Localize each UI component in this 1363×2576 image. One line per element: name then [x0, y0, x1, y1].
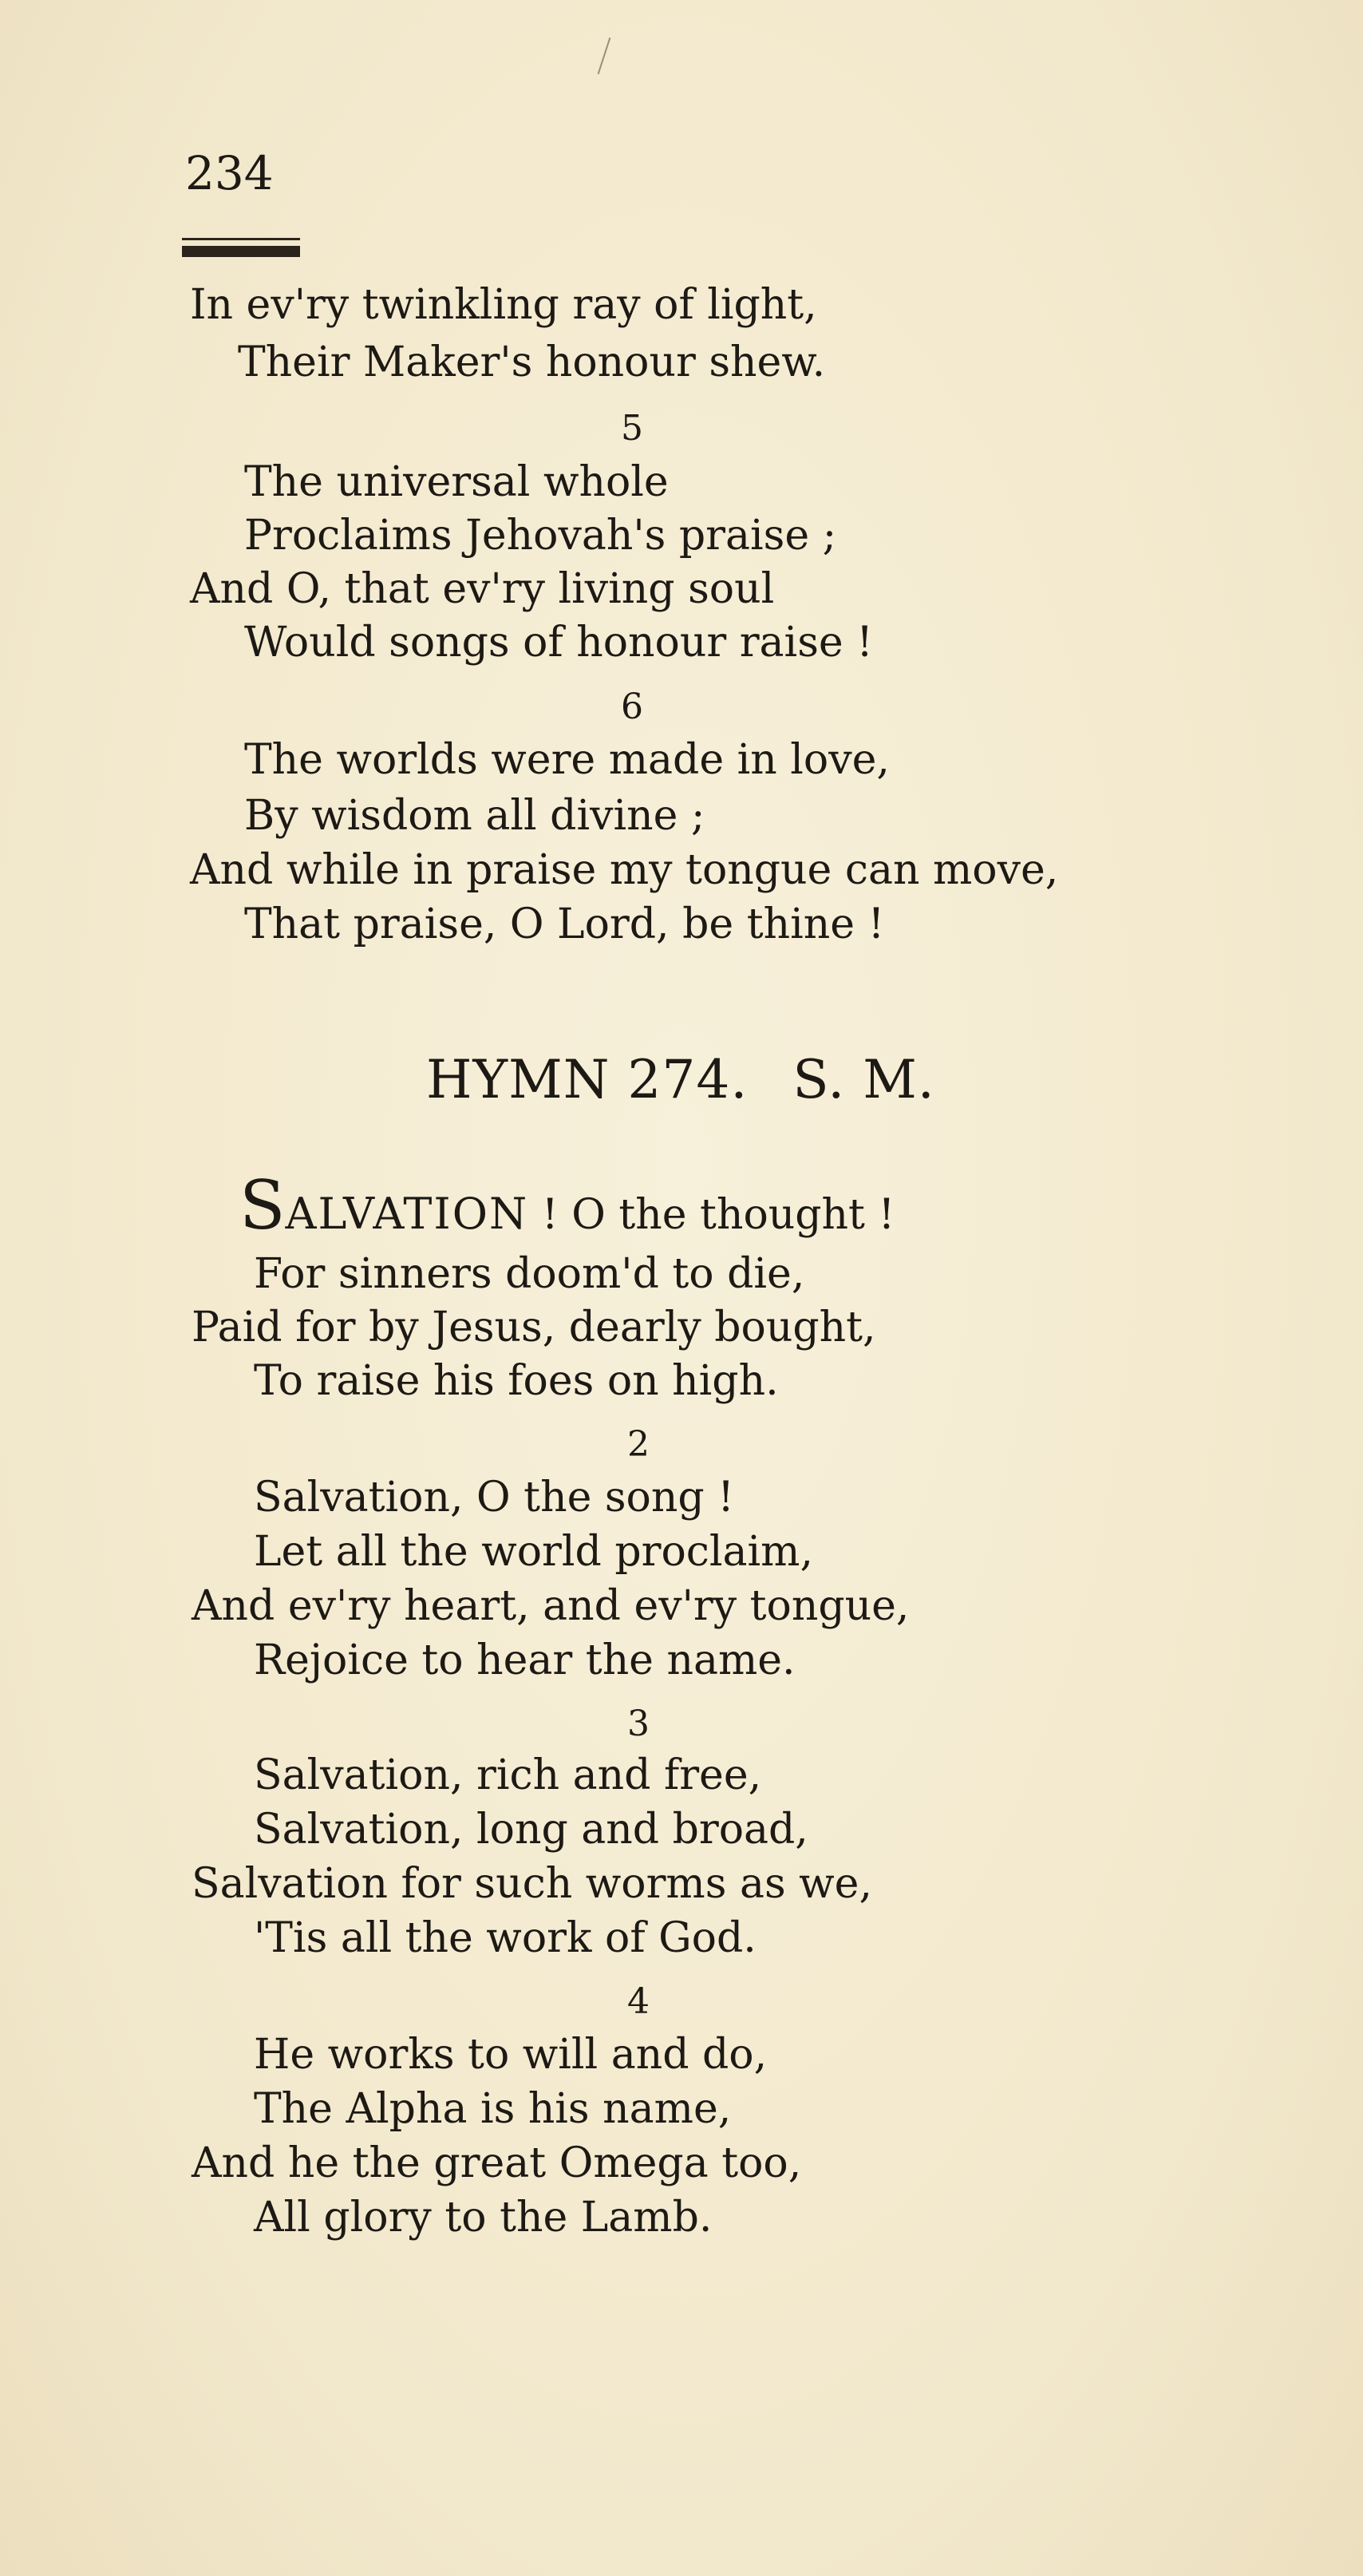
margin-mark — [598, 38, 611, 74]
verse-line: The worlds were made in love, — [244, 736, 890, 784]
hymn-heading — [426, 1049, 935, 1110]
drop-cap: S — [239, 1166, 286, 1244]
hymn-first-line — [239, 1166, 895, 1244]
verse-line: Paid for by Jesus, dearly bought, — [192, 1304, 876, 1351]
first-line-rest: ! O the thought ! — [528, 1191, 895, 1239]
stanza-number: 5 — [621, 408, 643, 449]
header-rule — [182, 246, 300, 257]
verse-line: All glory to the Lamb. — [254, 2194, 713, 2242]
verse-line: For sinners doom'd to die, — [254, 1250, 805, 1298]
verse-line: Rejoice to hear the name. — [254, 1636, 796, 1684]
verse-line: In ev'ry twinkling ray of light, — [190, 281, 817, 329]
stanza-number: 6 — [621, 687, 643, 727]
verse-line: He works to will and do, — [254, 2031, 768, 2079]
verse-line: And ev'ry heart, and ev'ry tongue, — [192, 1582, 910, 1630]
verse-line: Salvation for such worms as we, — [192, 1860, 872, 1908]
verse-line: That praise, O Lord, be thine ! — [244, 900, 885, 948]
verse-line: And he the great Omega too, — [192, 2139, 802, 2187]
page-number: 234 — [185, 146, 274, 200]
verse-line: Salvation, rich and free, — [254, 1751, 762, 1799]
stanza-number: 2 — [627, 1424, 650, 1465]
verse-line: The Alpha is his name, — [254, 2085, 732, 2133]
verse-line: Would songs of honour raise ! — [244, 619, 874, 667]
verse-line: And while in praise my tongue can move, — [190, 846, 1059, 894]
stanza-number: 3 — [627, 1703, 650, 1744]
verse-line: Salvation, O the song ! — [254, 1474, 735, 1521]
hymn-title: HYMN 274. — [426, 1049, 749, 1110]
verse-line: The universal whole — [244, 458, 669, 506]
verse-line: To raise his foes on high. — [254, 1357, 779, 1405]
hymn-meter: S. M. — [792, 1049, 935, 1110]
verse-line: Proclaims Jehovah's praise ; — [244, 512, 837, 560]
verse-line: Let all the world proclaim, — [254, 1528, 814, 1576]
verse-line: Salvation, long and broad, — [254, 1806, 808, 1854]
verse-line: Their Maker's honour shew. — [238, 338, 826, 386]
first-word-smallcaps: ALVATION — [285, 1189, 529, 1239]
verse-line: By wisdom all divine ; — [244, 792, 705, 840]
stanza-number: 4 — [627, 1981, 650, 2022]
verse-line: 'Tis all the work of God. — [254, 1914, 757, 1962]
verse-line: And O, that ev'ry living soul — [190, 565, 775, 613]
